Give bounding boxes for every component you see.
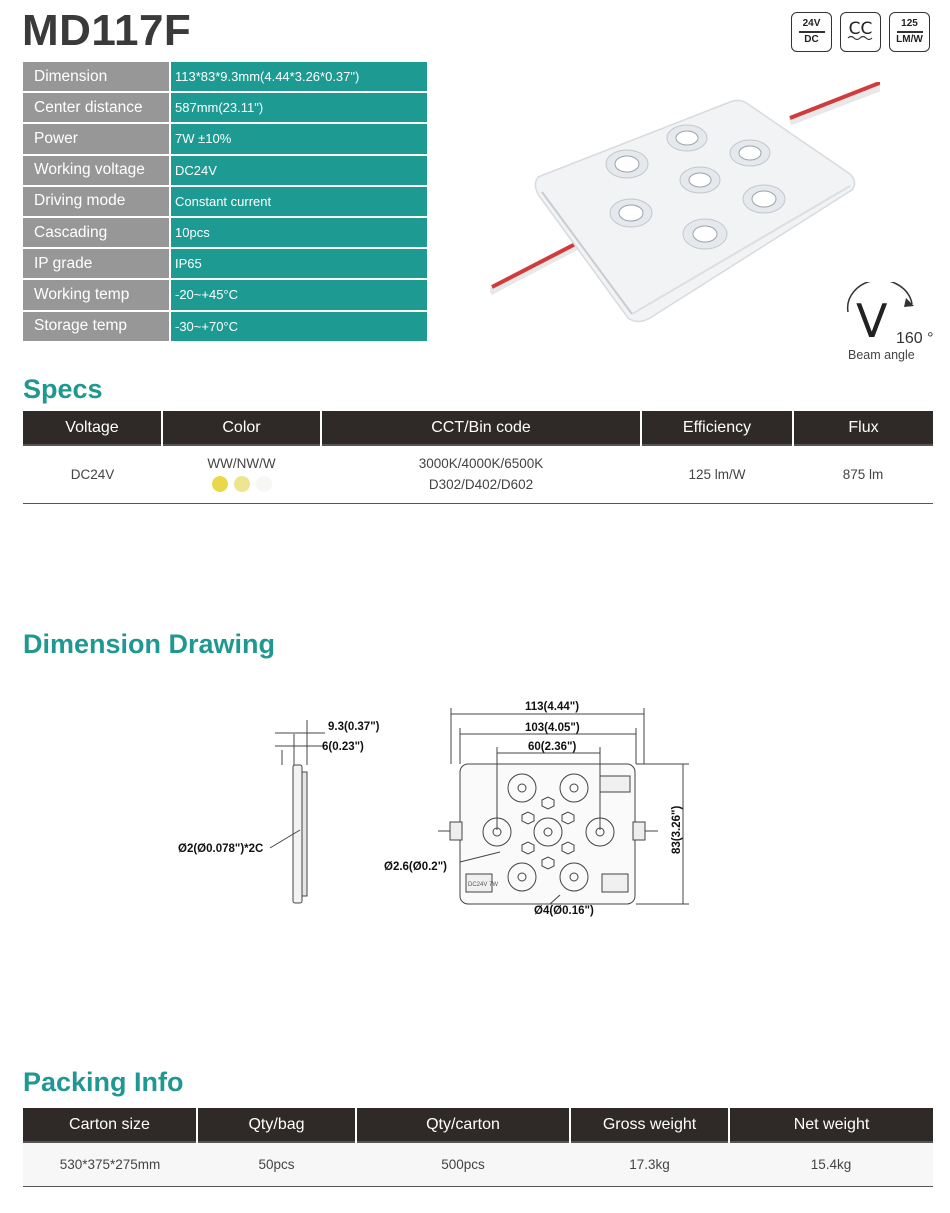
color-dot-nw	[234, 476, 250, 492]
color-swatches	[162, 476, 321, 492]
hole-small-label: Ø2.6(Ø0.2")	[384, 861, 447, 873]
col-header: Gross weight	[570, 1108, 729, 1142]
thickness-label: 9.3(0.37")	[328, 721, 380, 733]
width-total-label: 113(4.44")	[525, 701, 580, 713]
hole-side-label: Ø2(Ø0.078")*2C	[178, 843, 264, 855]
efficiency-badge-unit: LM/W	[896, 33, 923, 45]
beam-angle-letter: V	[856, 294, 888, 348]
color-dot-ww	[212, 476, 228, 492]
col-header: Efficiency	[641, 411, 793, 445]
hole-bottom-label: Ø4(Ø0.16")	[534, 905, 594, 917]
cc-badge-label: CC	[848, 19, 873, 39]
spec-badges	[791, 12, 930, 52]
net-weight-cell: 15.4kg	[729, 1142, 933, 1186]
table-row	[23, 124, 427, 153]
specs-title: Specs	[23, 374, 103, 404]
specs-table	[23, 411, 933, 504]
prop-value: Constant current	[171, 187, 427, 216]
prop-value: 113*83*9.3mm(4.44*3.26*0.37")	[171, 62, 427, 91]
table-row	[23, 156, 427, 185]
col-header: Net weight	[729, 1108, 933, 1142]
prop-key: Working temp	[23, 280, 171, 309]
qty-carton-cell: 500pcs	[356, 1142, 570, 1186]
prop-value: -20~+45°C	[171, 280, 427, 309]
gross-weight-cell: 17.3kg	[570, 1142, 729, 1186]
cct-text: 3000K/4000K/6500K	[418, 456, 544, 472]
prop-value: IP65	[171, 249, 427, 278]
col-header: Color	[162, 411, 321, 445]
bin-code-text: D302/D402/D602	[428, 477, 534, 493]
prop-value: -30~+70°C	[171, 312, 427, 341]
efficiency-badge	[889, 12, 930, 52]
properties-table	[23, 60, 427, 343]
table-row	[23, 1142, 933, 1186]
thickness-body-label: 6(0.23")	[322, 741, 364, 753]
table-row	[23, 187, 427, 216]
voltage-badge	[791, 12, 832, 52]
table-header-row	[23, 1108, 933, 1142]
prop-value: 10pcs	[171, 218, 427, 247]
col-header: Qty/carton	[356, 1108, 570, 1142]
col-header: Voltage	[23, 411, 162, 445]
product-model-title: MD117F	[22, 6, 192, 55]
led-module-product-image	[490, 82, 880, 332]
height-label: 83(3.26")	[671, 805, 683, 854]
col-header: Qty/bag	[197, 1108, 356, 1142]
dimension-drawing-title: Dimension Drawing	[23, 629, 276, 659]
cct-cell	[321, 445, 641, 503]
color-dot-w	[256, 476, 272, 492]
efficiency-cell: 125 lm/W	[641, 445, 793, 503]
constant-current-badge	[840, 12, 881, 52]
wave-icon	[847, 35, 875, 41]
prop-key: Storage temp	[23, 312, 171, 341]
dimension-drawing	[170, 690, 710, 930]
prop-key: IP grade	[23, 249, 171, 278]
voltage-badge-unit: DC	[804, 33, 819, 45]
table-row	[23, 280, 427, 309]
prop-value: 587mm(23.11")	[171, 93, 427, 122]
table-header-row	[23, 411, 933, 445]
table-row	[23, 62, 427, 91]
prop-key: Power	[23, 124, 171, 153]
packing-info-title: Packing Info	[23, 1067, 184, 1097]
front-view	[438, 708, 689, 904]
prop-key: Working voltage	[23, 156, 171, 185]
col-header: CCT/Bin code	[321, 411, 641, 445]
col-header: Flux	[793, 411, 933, 445]
beam-angle-value: 160 °	[896, 330, 934, 347]
col-header: Carton size	[23, 1108, 197, 1142]
voltage-cell: DC24V	[23, 445, 162, 503]
prop-key: Dimension	[23, 62, 171, 91]
prop-key: Driving mode	[23, 187, 171, 216]
voltage-badge-value: 24V	[802, 18, 821, 30]
qty-bag-cell: 50pcs	[197, 1142, 356, 1186]
side-view	[270, 720, 325, 903]
color-text: WW/NW/W	[207, 456, 276, 472]
table-row	[23, 312, 427, 341]
flux-cell: 875 lm	[793, 445, 933, 503]
table-row	[23, 249, 427, 278]
efficiency-badge-value: 125	[901, 18, 918, 30]
prop-value: DC24V	[171, 156, 427, 185]
module-marking: DC24V 7W	[468, 882, 499, 888]
table-row	[23, 93, 427, 122]
width-inner-label: 60(2.36")	[528, 741, 577, 753]
color-cell	[162, 445, 321, 503]
width-mid-label: 103(4.05")	[525, 722, 580, 734]
prop-key: Center distance	[23, 93, 171, 122]
packing-table	[23, 1108, 933, 1187]
prop-value: 7W ±10%	[171, 124, 427, 153]
beam-angle-label: Beam angle	[848, 348, 915, 362]
carton-size-cell: 530*375*275mm	[23, 1142, 197, 1186]
table-row	[23, 445, 933, 503]
prop-key: Cascading	[23, 218, 171, 247]
table-row	[23, 218, 427, 247]
